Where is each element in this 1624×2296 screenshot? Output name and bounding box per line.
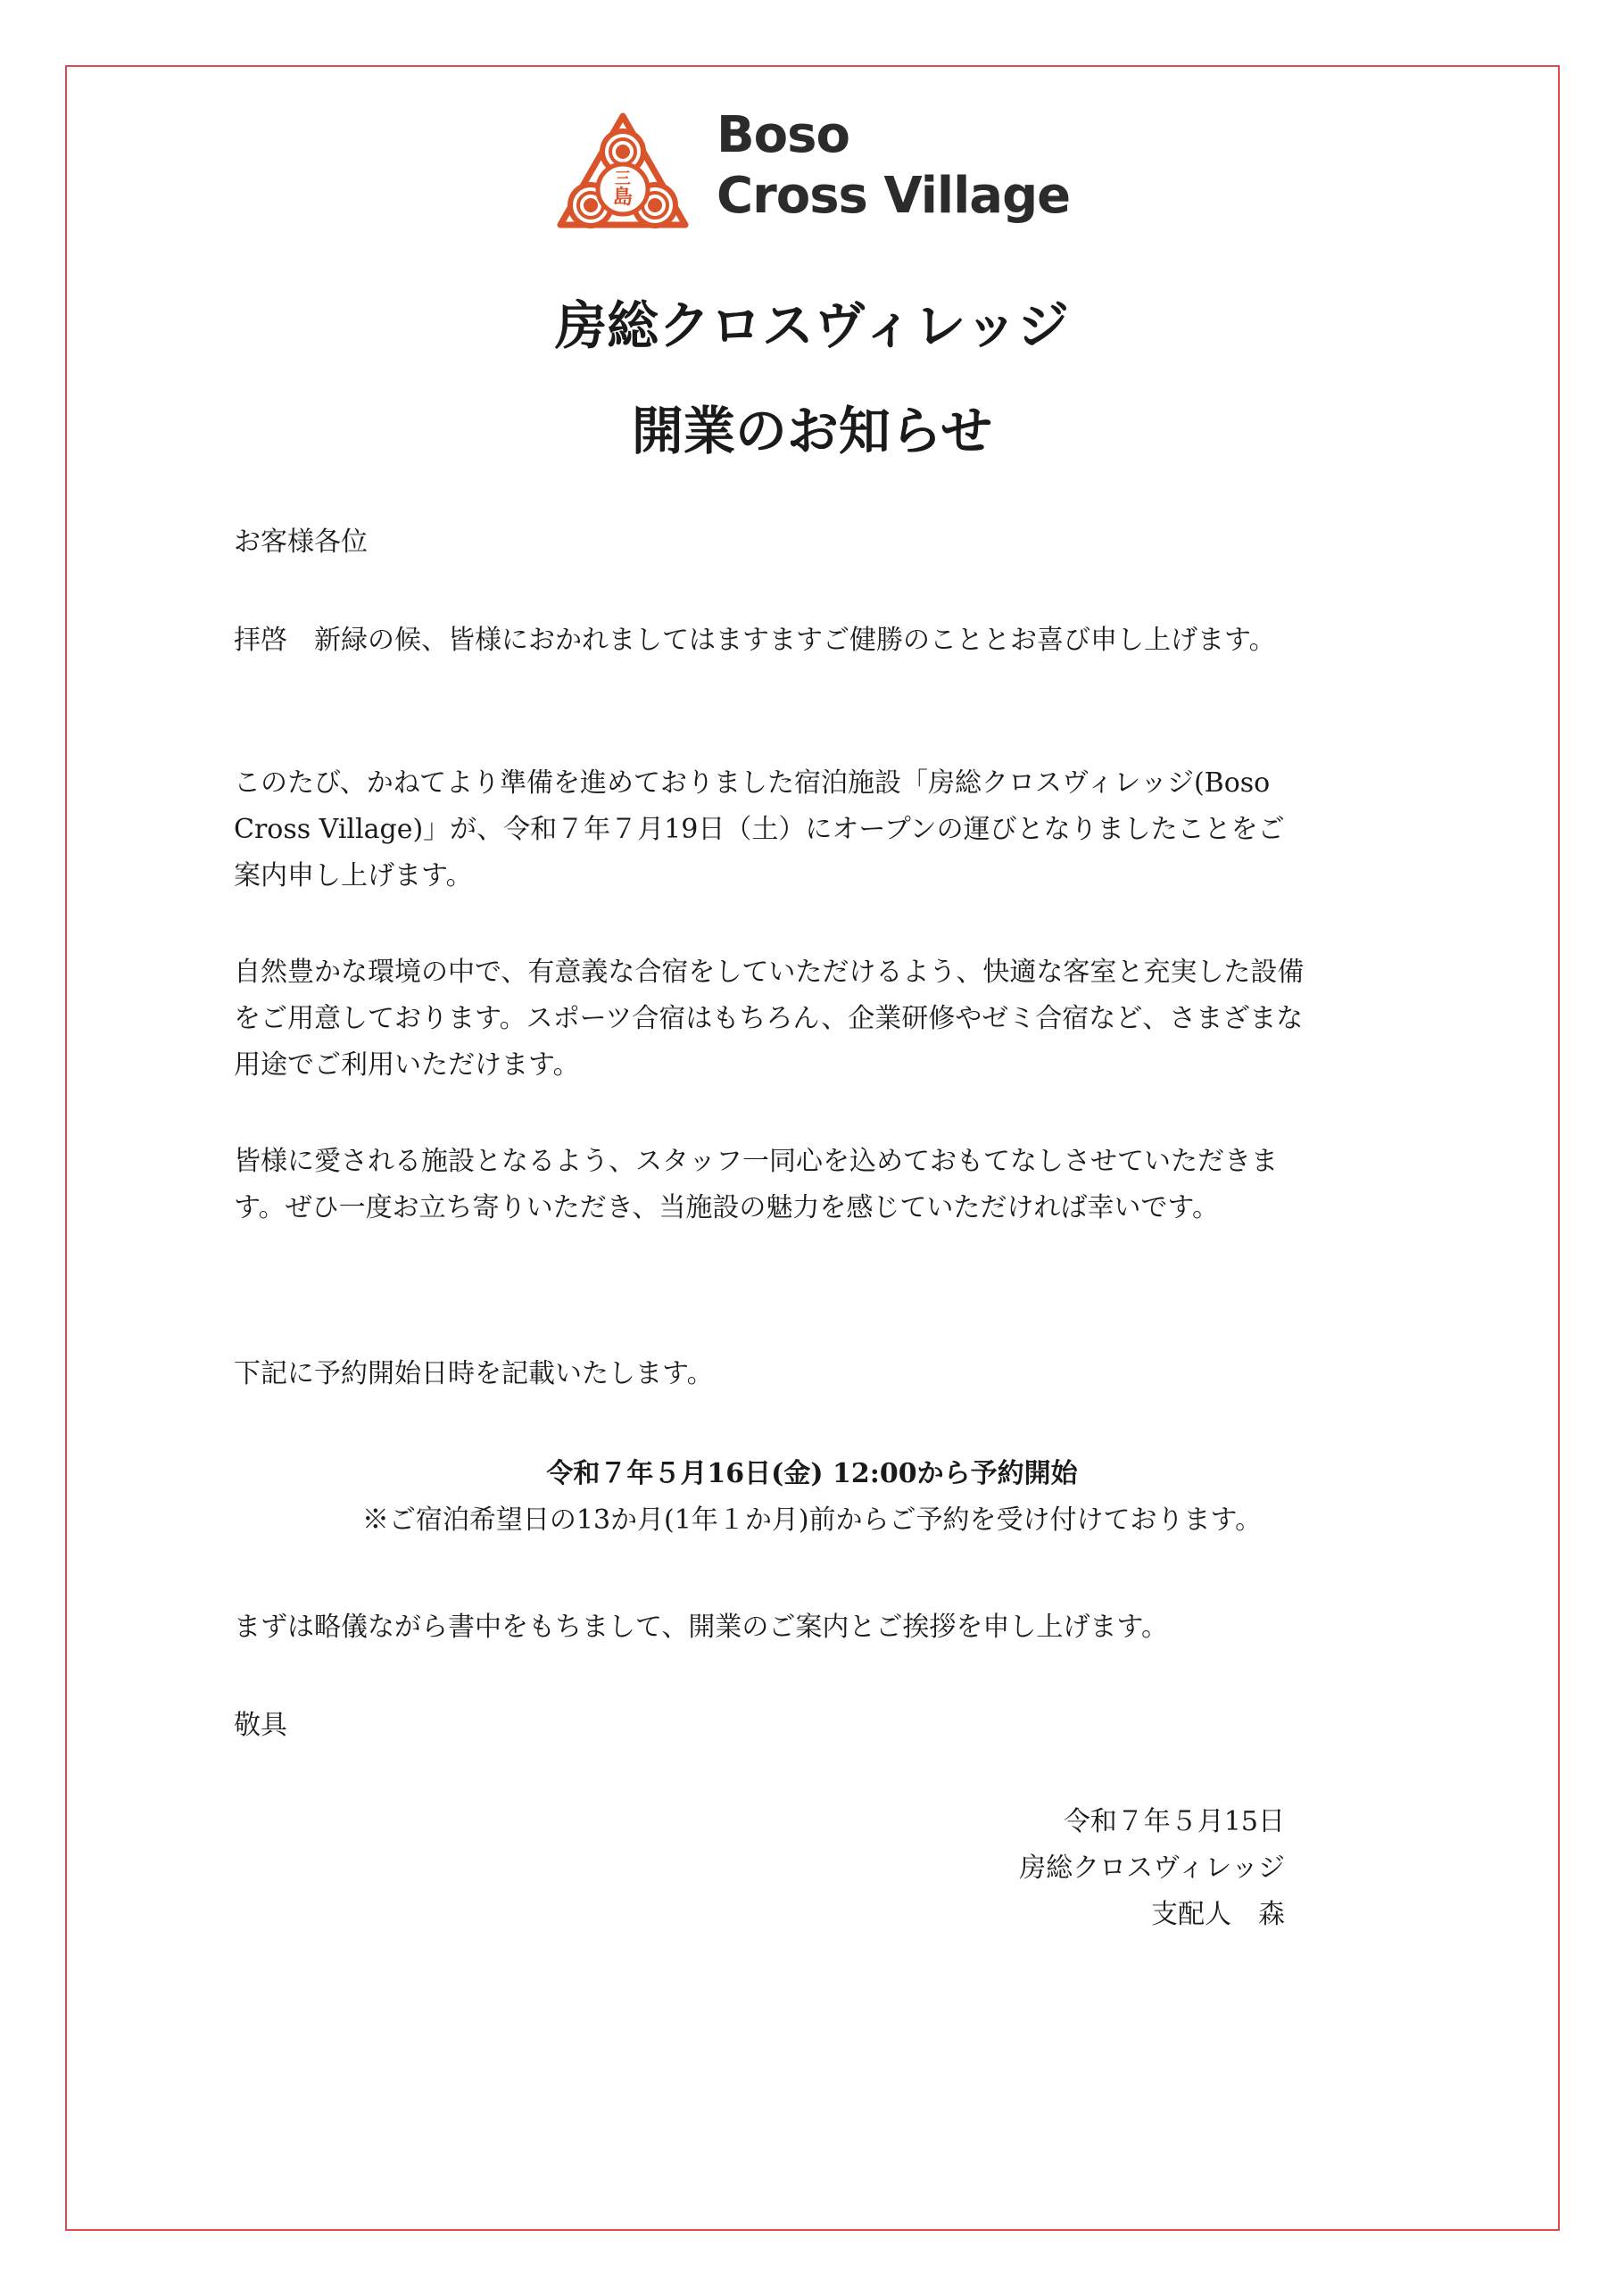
reservation-start: 令和７年５月16日(金) 12:00から予約開始 <box>546 1458 1078 1489</box>
title-facility-name: 房総クロスヴィレッジ <box>555 295 1069 356</box>
reservation-note: ※ご宿泊希望日の13か月(1年１か月)前からご予約を受け付けております。 <box>361 1504 1263 1536</box>
logo-line-2: Cross Village <box>717 167 1071 225</box>
logo-wordmark <box>717 105 1070 227</box>
salutation <box>234 519 1305 566</box>
hospitality-paragraph <box>234 1139 1305 1231</box>
facilities-paragraph <box>234 949 1305 1089</box>
logo <box>551 105 1078 257</box>
announcement-paragraph <box>234 760 1305 899</box>
signature-date: 令和７年５月15日 <box>1063 1806 1285 1837</box>
signature-manager: 支配人 森 <box>1151 1899 1285 1930</box>
reservation-intro <box>234 1351 1305 1397</box>
signature-facility: 房総クロスヴィレッジ <box>1019 1853 1285 1884</box>
greeting-text: 拝啓 新緑の候、皆様におかれましてはますますご健勝のこととお喜び申し上げます。 <box>234 625 1276 656</box>
crest-text-bottom: 島 <box>612 186 634 209</box>
mitsuuroko-crest-logo <box>551 109 694 252</box>
crest-text-top: 三 <box>615 170 631 188</box>
sign-off-text: 敬具 <box>234 1710 287 1741</box>
closing-paragraph <box>234 1604 1305 1651</box>
announcement-text: このたび、かねてより準備を進めておりました宿泊施設「房総クロスヴィレッジ(Boso Cross Village)」が、令和７年７月19日（土）にオープンの運びとなりましたことをご案内申し上げます。 <box>234 767 1285 891</box>
reservation-intro-text: 下記に予約開始日時を記載いたします。 <box>234 1358 714 1389</box>
closing-text: まずは略儀ながら書中をもちまして、開業のご案内とご挨拶を申し上げます。 <box>234 1612 1168 1643</box>
greeting-paragraph <box>234 618 1305 664</box>
title-opening-notice: 開業のお知らせ <box>631 401 993 461</box>
logo-line-1: Boso <box>717 106 849 164</box>
hospitality-text: 皆様に愛される施設となるよう、スタッフ一同心を込めておもてなしさせていただきます。ぜひ一度お立ち寄りいただき、当施設の魅力を感じていただければ幸いです。 <box>234 1146 1278 1223</box>
facilities-text: 自然豊かな環境の中で、有意義な合宿をしていただけるよう、快適な客室と充実した設備をご用意しております。スポーツ合宿はもちろん、企業研修やゼミ合宿など、さまざまな用途でご利用いただけます。 <box>234 957 1305 1081</box>
salutation-text: お客様各位 <box>234 526 368 558</box>
sign-off <box>234 1703 1305 1749</box>
